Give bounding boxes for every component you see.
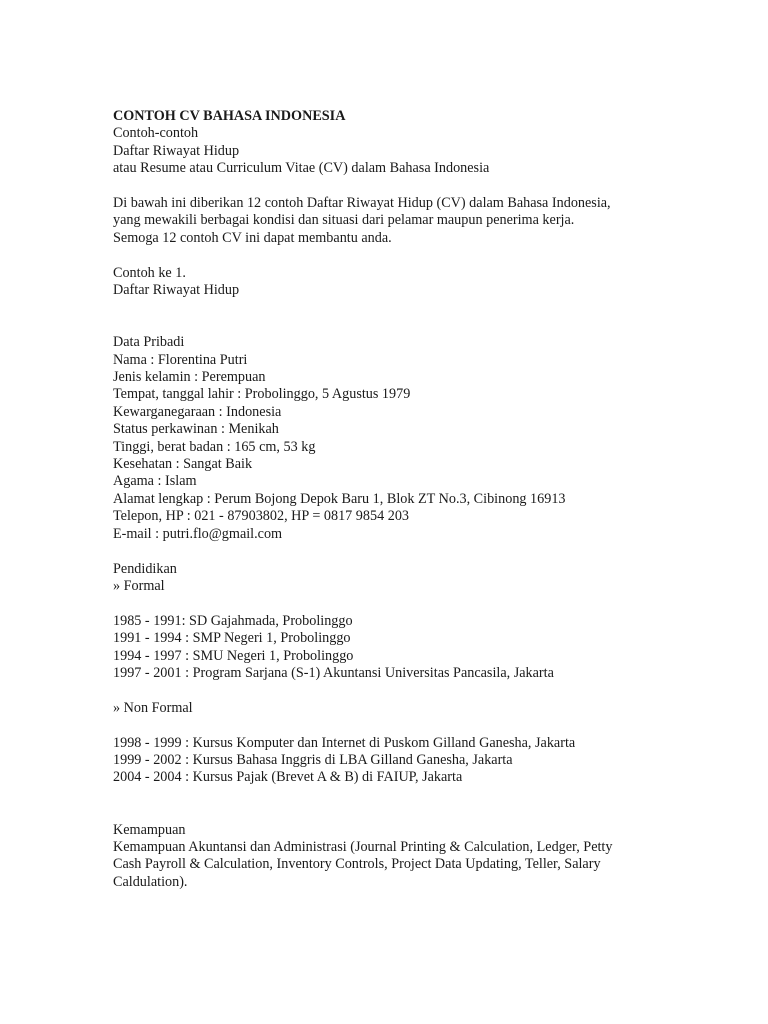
personal-item: Agama : Islam xyxy=(113,473,197,490)
education-item: 1985 - 1991: SD Gajahmada, Probolinggo xyxy=(113,612,353,629)
spacer xyxy=(113,247,673,264)
nonformal-label: » Non Formal xyxy=(113,699,193,716)
course-item: 1998 - 1999 : Kursus Komputer dan Internet di Puskom Gilland Ganesha, Jakarta xyxy=(113,734,576,751)
education-item: 1994 - 1997 : SMU Negeri 1, Probolinggo xyxy=(113,647,354,664)
course-item: 1999 - 2002 : Kursus Bahasa Inggris di LBA Gilland Ganesha, Jakarta xyxy=(113,751,513,768)
formal-label: » Formal xyxy=(113,577,165,594)
section-heading-education: Pendidikan xyxy=(113,560,177,577)
document-page xyxy=(113,108,673,891)
description-line: Di bawah ini diberikan 12 contoh Daftar Riwayat Hidup (CV) dalam Bahasa Indonesia, xyxy=(113,195,611,212)
section-heading-personal: Data Pribadi xyxy=(113,334,185,351)
personal-item: Kesehatan : Sangat Baik xyxy=(113,456,253,473)
personal-item: Jenis kelamin : Perempuan xyxy=(113,369,266,386)
spacer xyxy=(113,595,673,612)
spacer xyxy=(113,682,673,699)
spacer xyxy=(113,543,673,560)
education-item: 1991 - 1994 : SMP Negeri 1, Probolinggo xyxy=(113,630,351,647)
example-label: Contoh ke 1. xyxy=(113,264,186,281)
spacer xyxy=(113,178,673,195)
spacer xyxy=(113,299,673,334)
personal-item: Alamat lengkap : Perum Bojong Depok Baru 1, Blok ZT No.3, Cibinong 16913 xyxy=(113,490,566,507)
personal-item: Tempat, tanggal lahir : Probolinggo, 5 Agustus 1979 xyxy=(113,386,411,403)
spacer xyxy=(113,787,673,822)
personal-item: Tinggi, berat badan : 165 cm, 53 kg xyxy=(113,438,316,455)
personal-item: Nama : Florentina Putri xyxy=(113,351,248,368)
section-heading-skills: Kemampuan xyxy=(113,821,186,838)
course-item: 2004 - 2004 : Kursus Pajak (Brevet A & B) di FAIUP, Jakarta xyxy=(113,769,463,786)
document-title: CONTOH CV BAHASA INDONESIA xyxy=(113,108,346,124)
intro-line: Daftar Riwayat Hidup xyxy=(113,142,240,159)
personal-item: Status perkawinan : Menikah xyxy=(113,421,279,438)
example-heading: Daftar Riwayat Hidup xyxy=(113,282,240,299)
intro-line: Contoh-contoh xyxy=(113,125,199,142)
description-line: Semoga 12 contoh CV ini dapat membantu anda. xyxy=(113,229,392,246)
intro-line: atau Resume atau Curriculum Vitae (CV) dalam Bahasa Indonesia xyxy=(113,160,490,177)
personal-item: E-mail : putri.flo@gmail.com xyxy=(113,525,283,542)
skills-line: Cash Payroll & Calculation, Inventory Controls, Project Data Updating, Teller, Salary xyxy=(113,856,601,873)
personal-item: Kewarganegaraan : Indonesia xyxy=(113,403,282,420)
education-item: 1997 - 2001 : Program Sarjana (S-1) Akuntansi Universitas Pancasila, Jakarta xyxy=(113,664,554,681)
skills-line: Kemampuan Akuntansi dan Administrasi (Journal Printing & Calculation, Ledger, Petty xyxy=(113,838,613,855)
spacer xyxy=(113,717,673,734)
personal-item: Telepon, HP : 021 - 87903802, HP = 0817 9854 203 xyxy=(113,508,410,525)
skills-line: Caldulation). xyxy=(113,873,188,890)
description-line: yang mewakili berbagai kondisi dan situasi dari pelamar maupun penerima kerja. xyxy=(113,212,575,229)
